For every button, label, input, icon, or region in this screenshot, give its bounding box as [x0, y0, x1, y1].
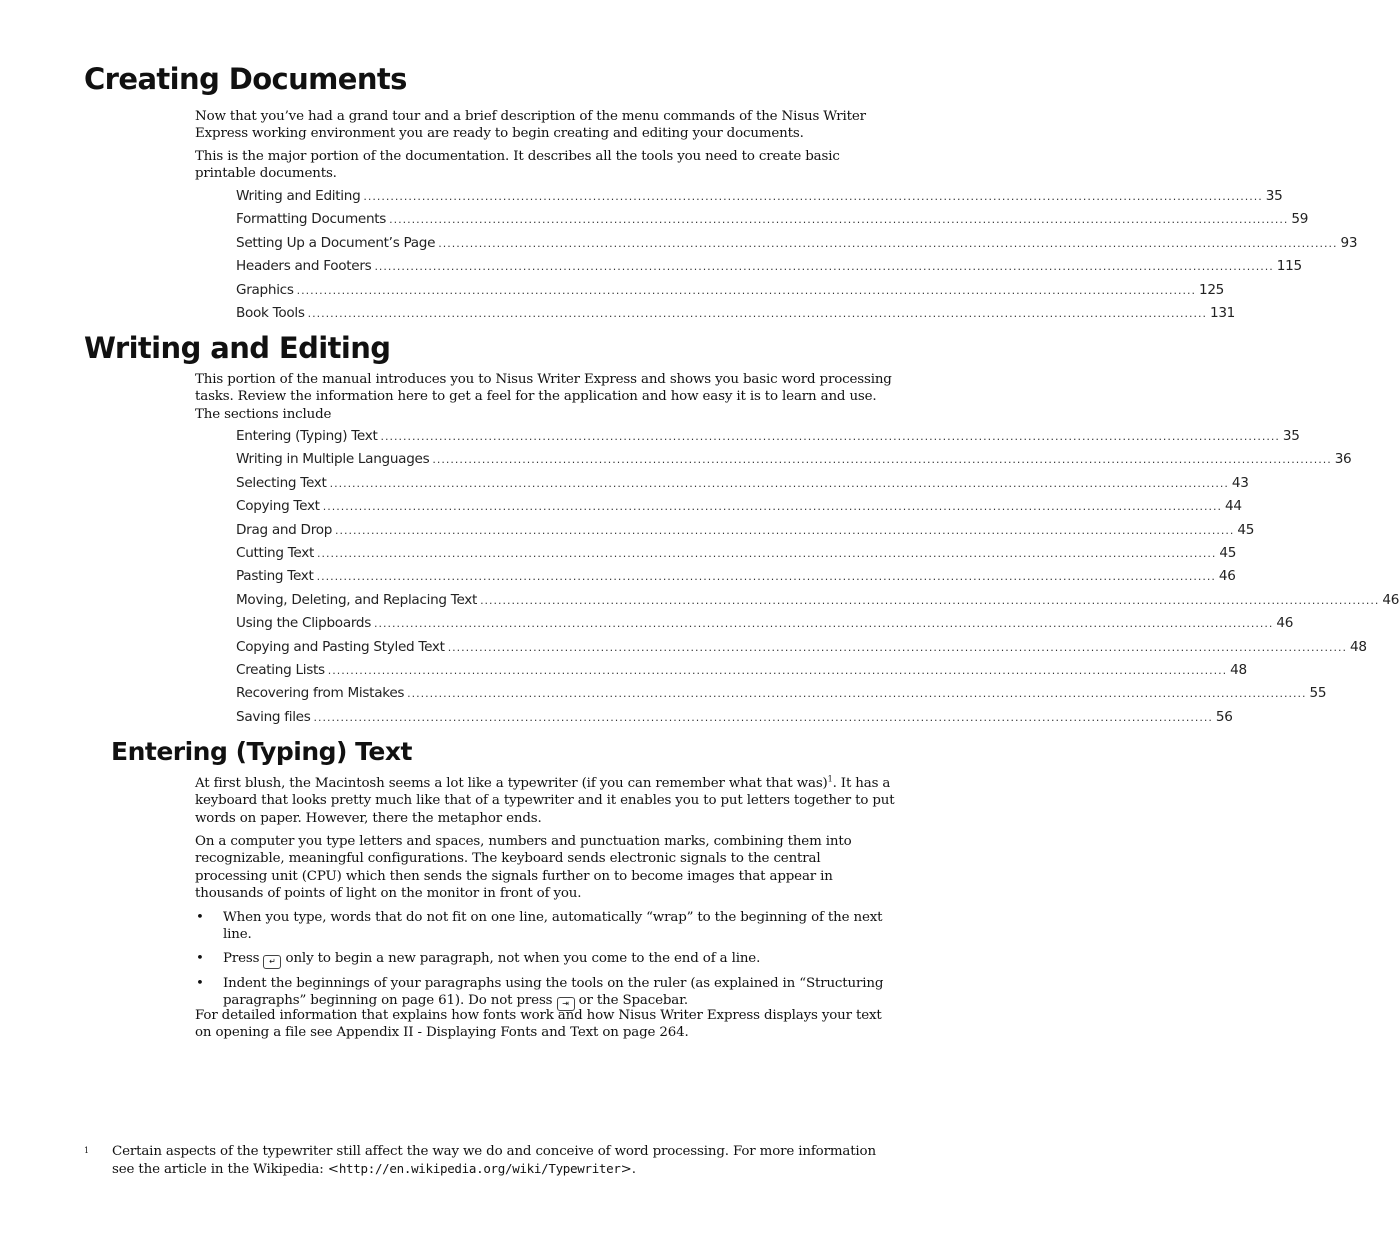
toc-entry-page: 93 [1340, 234, 1358, 251]
toc-entry-label: Selecting Text [236, 474, 327, 491]
toc-entry[interactable] [236, 258, 1302, 281]
toc-dot-leader: ........................................................................................................................................................................................................ [374, 617, 1274, 631]
toc-entry[interactable] [236, 615, 1294, 638]
toc-entry-label: Writing in Multiple Languages [236, 451, 430, 468]
toc-entry-page: 55 [1309, 685, 1327, 702]
footnote-body: >. [620, 1162, 636, 1178]
toc-dot-leader: ........................................................................................................................................................................................................ [335, 523, 1235, 537]
list-item [195, 975, 895, 1011]
toc-entry[interactable] [236, 708, 1233, 732]
toc-entry-page: 43 [1231, 474, 1249, 491]
toc-entry[interactable] [236, 234, 1358, 258]
toc-entry-page: 45 [1237, 521, 1255, 538]
toc-entry-label: Copying and Pasting Styled Text [236, 638, 445, 655]
toc-dot-leader: ........................................................................................................................................................................................................ [407, 687, 1307, 701]
toc-entry-label: Using the Clipboards [236, 615, 372, 632]
toc-entry-page: 46 [1276, 615, 1294, 632]
list-item [195, 909, 895, 944]
entering-text-paragraph-3: For detailed information that explains how fonts work and how Nisus Writer Express displays your text on opening a file see Appendix II - Displaying Fonts and Text on page 264. [195, 1008, 882, 1041]
toc-entry[interactable] [236, 188, 1283, 211]
toc-entry[interactable] [236, 498, 1242, 521]
toc-dot-leader: ........................................................................................................................................................................................................ [363, 190, 1263, 203]
tab-key-icon: ⇥ [557, 997, 575, 1011]
footnote-text [112, 1143, 902, 1179]
toc-dot-leader: ........................................................................................................................................................................................................ [438, 236, 1338, 250]
toc-entry[interactable] [236, 304, 1236, 328]
toc-entry-label: Creating Lists [236, 661, 325, 678]
toc-dot-leader: ........................................................................................................................................................................................................ [329, 476, 1229, 490]
toc-entry-label: Recovering from Mistakes [236, 685, 405, 702]
toc-entry[interactable] [236, 661, 1247, 685]
toc-entry-page: 46 [1382, 591, 1399, 608]
toc-entry-page: 36 [1334, 451, 1352, 468]
list-item-text: Press [223, 950, 264, 966]
intro-paragraph: Now that you’ve had a grand tour and a brief description of the menu commands of the Nisus Writer Express working environment you are ready to begin creating and editing your documents. [195, 109, 866, 142]
toc-dot-leader: ........................................................................................................................................................................................................ [307, 306, 1207, 320]
toc-entry-page: 48 [1230, 661, 1247, 678]
entering-text-paragraph-1 [195, 775, 895, 827]
toc-entry-label: Writing and Editing [236, 188, 361, 204]
toc-entry[interactable] [236, 568, 1236, 591]
toc-entry[interactable] [236, 474, 1249, 498]
toc-entry-page: 48 [1350, 638, 1367, 655]
toc-entry[interactable] [236, 281, 1225, 305]
toc-entry-label: Drag and Drop [236, 521, 333, 538]
bullet-list [195, 909, 895, 1017]
toc-entry[interactable] [236, 451, 1352, 474]
toc-entry[interactable] [236, 544, 1237, 568]
footnote-reference[interactable]: 1 [827, 774, 833, 784]
toc-entry-label: Graphics [236, 281, 294, 298]
toc-entry-page: 35 [1265, 188, 1283, 204]
list-item-text: or the Spacebar. [574, 992, 689, 1008]
toc-dot-leader: ........................................................................................................................................................................................................ [313, 710, 1213, 724]
list-item-text: When you type, words that do not fit on one line, automatically “wrap” to the beginning of the next line. [223, 910, 883, 943]
toc-entry-label: Moving, Deleting, and Replacing Text [236, 591, 478, 608]
toc-entry-page: 125 [1198, 281, 1225, 298]
toc-entry-label: Setting Up a Document’s Page [236, 234, 436, 251]
footnote-mark: 1 [84, 1146, 90, 1155]
toc-entry[interactable] [236, 211, 1309, 234]
toc-entry-page: 45 [1219, 544, 1237, 561]
bullet-marker: • [196, 975, 204, 991]
toc-writing-and-editing [236, 428, 1399, 732]
toc-dot-leader: ........................................................................................................................................................................................................ [480, 593, 1380, 607]
toc-dot-leader: ........................................................................................................................................................................................................ [447, 640, 1348, 654]
toc-entry-page: 56 [1215, 708, 1233, 725]
toc-dot-leader: ........................................................................................................................................................................................................ [327, 663, 1228, 677]
toc-entry-label: Saving files [236, 708, 311, 725]
toc-dot-leader: ........................................................................................................................................................................................................ [432, 453, 1332, 467]
entering-text-paragraph-2: On a computer you type letters and spaces, numbers and punctuation marks, combining them into recognizable, meaningful configurations. The keyboard sends electronic signals to the central processing unit (CPU) which then sends the signals further on to become images that appear in thousands of points of light on the monitor in front of you. [195, 834, 852, 901]
toc-entry-label: Headers and Footers [236, 258, 372, 275]
section-title-creating-documents: Creating Documents [84, 62, 407, 96]
section-title-writing-and-editing: Writing and Editing [84, 331, 391, 365]
toc-entry[interactable] [236, 685, 1327, 708]
toc-entry-page: 44 [1225, 498, 1242, 515]
toc-entry-label: Formatting Documents [236, 211, 387, 228]
paragraph-text: . It has a keyboard that looks pretty much like that of a typewriter and it enables you to put letters together to put words on paper. However, there the metaphor ends. [195, 776, 895, 826]
footnote-body: Certain aspects of the typewriter still affect the way we do and conceive of word processing. For more information see the article in the Wikipedia: < [112, 1144, 876, 1178]
toc-entry-page: 131 [1209, 304, 1236, 321]
toc-entry-page: 115 [1276, 258, 1302, 275]
toc-dot-leader: ........................................................................................................................................................................................................ [389, 213, 1289, 227]
bullet-marker: • [196, 950, 204, 966]
list-item-text: Indent the beginnings of your paragraphs using the tools on the ruler (as explained in “Structuring paragraphs” beginning on page 61). Do not press [223, 975, 884, 1008]
toc-entry[interactable] [236, 428, 1300, 451]
toc-creating-documents [236, 188, 1358, 328]
return-key-icon: ↵ [263, 955, 281, 969]
footnote-link[interactable]: http://en.wikipedia.org/wiki/Typewriter [338, 1161, 621, 1177]
toc-entry-label: Book Tools [236, 304, 305, 321]
toc-entry[interactable] [236, 638, 1367, 662]
bullet-marker: • [196, 910, 204, 925]
toc-entry-page: 46 [1218, 568, 1236, 585]
section-title-entering-text: Entering (Typing) Text [111, 737, 412, 766]
toc-entry-label: Copying Text [236, 498, 320, 515]
toc-dot-leader: ........................................................................................................................................................................................................ [380, 430, 1280, 443]
toc-entry[interactable] [236, 521, 1255, 545]
list-item [195, 950, 895, 969]
toc-entry-label: Pasting Text [236, 568, 314, 585]
toc-entry-page: 35 [1282, 428, 1300, 444]
toc-entry-page: 59 [1291, 211, 1309, 228]
toc-dot-leader: ........................................................................................................................................................................................................ [317, 546, 1217, 560]
toc-dot-leader: ........................................................................................................................................................................................................ [374, 260, 1274, 274]
paragraph-text: At first blush, the Macintosh seems a lot like a typewriter (if you can remember what that was) [195, 776, 828, 791]
toc-dot-leader: ........................................................................................................................................................................................................ [296, 283, 1196, 297]
toc-entry-label: Entering (Typing) Text [236, 428, 378, 444]
toc-entry-label: Cutting Text [236, 544, 315, 561]
toc-dot-leader: ........................................................................................................................................................................................................ [316, 570, 1216, 584]
intro-paragraph-2: This is the major portion of the documentation. It describes all the tools you need to create basic printable documents. [195, 149, 840, 182]
toc-entry[interactable] [236, 591, 1399, 615]
list-item-text: only to begin a new paragraph, not when you come to the end of a line. [281, 950, 761, 966]
toc-dot-leader: ........................................................................................................................................................................................................ [322, 500, 1223, 514]
writing-editing-paragraph: This portion of the manual introduces you to Nisus Writer Express and shows you basic word processing tasks. Review the information here to get a feel for the application and how easy it is to learn and use. The sections include [195, 372, 892, 422]
